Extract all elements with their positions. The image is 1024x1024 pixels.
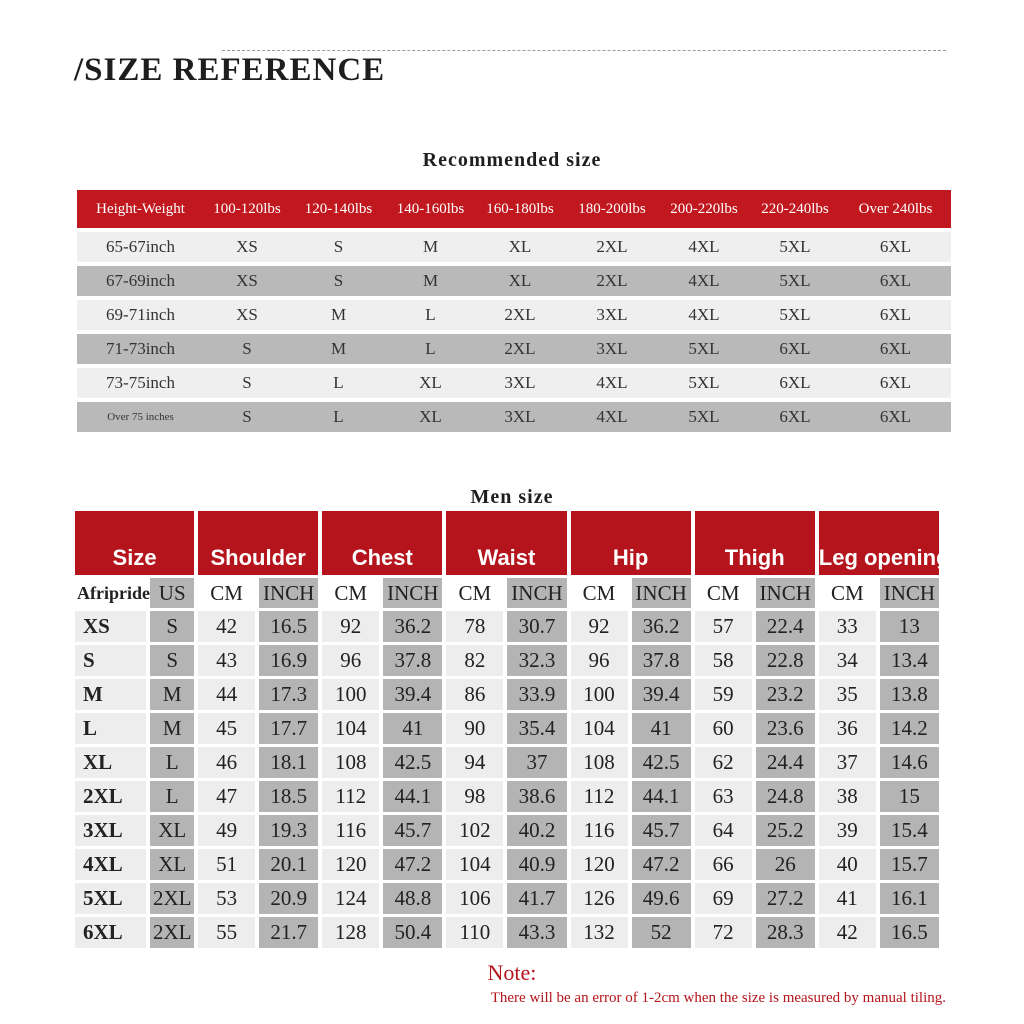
measurement-cell: 32.3 — [507, 645, 566, 676]
col-header: 160-180lbs — [474, 190, 566, 228]
group-header-leg-opening: Leg opening — [819, 511, 939, 575]
recommended-row — [77, 232, 951, 262]
size-cell: XL — [474, 266, 566, 296]
size-cell: L — [387, 334, 474, 364]
recommended-size-table — [77, 186, 951, 436]
measurement-cell: 42 — [819, 917, 876, 948]
size-cell: 2XL — [566, 232, 658, 262]
measurement-cell: 112 — [322, 781, 379, 812]
measurement-cell: 16.5 — [259, 611, 318, 642]
subheader-cell: INCH — [880, 578, 939, 608]
measurement-cell: 128 — [322, 917, 379, 948]
measurement-cell: 24.4 — [756, 747, 815, 778]
size-cell: XL — [387, 368, 474, 398]
size-cell: 6XL — [840, 266, 951, 296]
measurement-cell: 126 — [571, 883, 628, 914]
measurement-cell: 16.9 — [259, 645, 318, 676]
measurement-cell: 100 — [571, 679, 628, 710]
measurement-cell: 43.3 — [507, 917, 566, 948]
measurement-cell: 39 — [819, 815, 876, 846]
measurement-cell: 116 — [571, 815, 628, 846]
measurement-cell: 116 — [322, 815, 379, 846]
measurement-cell: 40 — [819, 849, 876, 880]
size-cell: 4XL — [566, 402, 658, 432]
measurement-cell: 17.7 — [259, 713, 318, 744]
measurement-cell: 30.7 — [507, 611, 566, 642]
col-header: Over 240lbs — [840, 190, 951, 228]
measurement-cell: 24.8 — [756, 781, 815, 812]
size-cell: 5XL — [658, 402, 750, 432]
subheader-cell: INCH — [632, 578, 691, 608]
measurement-cell: 23.2 — [756, 679, 815, 710]
measurement-cell: 92 — [571, 611, 628, 642]
measurement-cell: 124 — [322, 883, 379, 914]
recommended-row — [77, 334, 951, 364]
us-size-cell: M — [150, 679, 194, 710]
measurement-cell: 40.9 — [507, 849, 566, 880]
size-cell: 5XL — [750, 266, 840, 296]
men-size-row — [75, 781, 939, 812]
size-cell: 6XL — [750, 402, 840, 432]
size-cell: S — [204, 334, 290, 364]
size-cell: 3XL — [566, 334, 658, 364]
measurement-cell: 37.8 — [632, 645, 691, 676]
afripride-size-cell: 6XL — [75, 917, 146, 948]
measurement-cell: 90 — [446, 713, 503, 744]
measurement-cell: 41.7 — [507, 883, 566, 914]
size-cell: S — [290, 232, 387, 262]
subheader-cell: CM — [706, 580, 740, 605]
page-title: /SIZE REFERENCE — [74, 52, 386, 88]
col-header: 180-200lbs — [566, 190, 658, 228]
recommended-row — [77, 368, 951, 398]
height-range-cell: Over 75 inches — [77, 402, 204, 432]
afripride-size-cell: 3XL — [75, 815, 146, 846]
measurement-cell: 37 — [507, 747, 566, 778]
measurement-cell: 110 — [446, 917, 503, 948]
recommended-row — [77, 266, 951, 296]
measurement-cell: 47.2 — [632, 849, 691, 880]
measurement-cell: 20.1 — [259, 849, 318, 880]
measurement-cell: 39.4 — [632, 679, 691, 710]
measurement-cell: 43 — [198, 645, 255, 676]
measurement-cell: 59 — [695, 679, 752, 710]
men-group-header-row — [75, 511, 939, 575]
size-cell: XL — [387, 402, 474, 432]
group-header-thigh: Thigh — [695, 511, 815, 575]
measurement-cell: 36 — [819, 713, 876, 744]
measurement-cell: 26 — [756, 849, 815, 880]
size-cell: S — [204, 402, 290, 432]
measurement-cell: 16.1 — [880, 883, 939, 914]
men-size-row — [75, 679, 939, 710]
measurement-cell: 13.4 — [880, 645, 939, 676]
measurement-cell: 52 — [632, 917, 691, 948]
measurement-cell: 16.5 — [880, 917, 939, 948]
measurement-cell: 28.3 — [756, 917, 815, 948]
measurement-cell: 104 — [446, 849, 503, 880]
measurement-cell: 23.6 — [756, 713, 815, 744]
measurement-cell: 104 — [322, 713, 379, 744]
measurement-cell: 108 — [322, 747, 379, 778]
measurement-cell: 33 — [819, 611, 876, 642]
afripride-size-cell: XL — [75, 747, 146, 778]
us-size-cell: 2XL — [150, 883, 194, 914]
afripride-size-cell: 5XL — [75, 883, 146, 914]
measurement-cell: 15.4 — [880, 815, 939, 846]
measurement-cell: 60 — [695, 713, 752, 744]
size-cell: XS — [204, 266, 290, 296]
measurement-cell: 108 — [571, 747, 628, 778]
measurement-cell: 42 — [198, 611, 255, 642]
subheader-cell: Afripride — [77, 582, 150, 603]
measurement-cell: 41 — [383, 713, 442, 744]
size-cell: L — [387, 300, 474, 330]
size-cell: XS — [204, 232, 290, 262]
measurement-cell: 102 — [446, 815, 503, 846]
group-header-chest: Chest — [322, 511, 442, 575]
measurement-cell: 44 — [198, 679, 255, 710]
note-title: Note: — [487, 960, 537, 985]
measurement-cell: 72 — [695, 917, 752, 948]
height-range-cell: 69-71inch — [77, 300, 204, 330]
measurement-cell: 47.2 — [383, 849, 442, 880]
measurement-cell: 15.7 — [880, 849, 939, 880]
measurement-cell: 39.4 — [383, 679, 442, 710]
measurement-cell: 18.1 — [259, 747, 318, 778]
col-header: 100-120lbs — [204, 190, 290, 228]
size-cell: 5XL — [750, 232, 840, 262]
measurement-cell: 98 — [446, 781, 503, 812]
measurement-cell: 21.7 — [259, 917, 318, 948]
measurement-cell: 49.6 — [632, 883, 691, 914]
measurement-cell: 120 — [322, 849, 379, 880]
measurement-cell: 106 — [446, 883, 503, 914]
us-size-cell: XL — [150, 849, 194, 880]
measurement-cell: 62 — [695, 747, 752, 778]
size-cell: 5XL — [658, 334, 750, 364]
recommended-row — [77, 402, 951, 432]
size-cell: 4XL — [658, 232, 750, 262]
us-size-cell: S — [150, 645, 194, 676]
subheader-cell: INCH — [383, 578, 442, 608]
subheader-cell: INCH — [259, 578, 318, 608]
measurement-cell: 37 — [819, 747, 876, 778]
men-subheader-row — [75, 578, 939, 608]
us-size-cell: 2XL — [150, 917, 194, 948]
men-size-row — [75, 713, 939, 744]
us-size-cell: L — [150, 747, 194, 778]
size-cell: M — [290, 334, 387, 364]
measurement-cell: 17.3 — [259, 679, 318, 710]
height-range-cell: 65-67inch — [77, 232, 204, 262]
men-size-row — [75, 883, 939, 914]
measurement-cell: 92 — [322, 611, 379, 642]
men-size-row — [75, 815, 939, 846]
men-size-row — [75, 917, 939, 948]
measurement-cell: 41 — [632, 713, 691, 744]
measurement-cell: 18.5 — [259, 781, 318, 812]
measurement-cell: 20.9 — [259, 883, 318, 914]
recommended-header-row — [77, 190, 951, 228]
size-cell: 6XL — [840, 300, 951, 330]
measurement-cell: 42.5 — [632, 747, 691, 778]
measurement-cell: 45 — [198, 713, 255, 744]
measurement-cell: 37.8 — [383, 645, 442, 676]
men-size-row — [75, 849, 939, 880]
men-size-heading: Men size — [470, 486, 554, 508]
recommended-row — [77, 300, 951, 330]
measurement-cell: 22.8 — [756, 645, 815, 676]
measurement-cell: 132 — [571, 917, 628, 948]
measurement-cell: 44.1 — [632, 781, 691, 812]
size-cell: M — [290, 300, 387, 330]
men-size-row — [75, 611, 939, 642]
subheader-cell: CM — [582, 580, 616, 605]
measurement-cell: 45.7 — [632, 815, 691, 846]
measurement-cell: 19.3 — [259, 815, 318, 846]
measurement-cell: 38 — [819, 781, 876, 812]
measurement-cell: 94 — [446, 747, 503, 778]
measurement-cell: 15 — [880, 781, 939, 812]
measurement-cell: 34 — [819, 645, 876, 676]
men-size-row — [75, 645, 939, 676]
height-range-cell: 71-73inch — [77, 334, 204, 364]
size-cell: 5XL — [658, 368, 750, 398]
measurement-cell: 40.2 — [507, 815, 566, 846]
subheader-cell: CM — [210, 580, 243, 605]
size-cell: S — [204, 368, 290, 398]
measurement-cell: 57 — [695, 611, 752, 642]
group-header-shoulder: Shoulder — [198, 511, 318, 575]
measurement-cell: 50.4 — [383, 917, 442, 948]
size-cell: 6XL — [840, 402, 951, 432]
measurement-cell: 38.6 — [507, 781, 566, 812]
size-cell: S — [290, 266, 387, 296]
measurement-cell: 49 — [198, 815, 255, 846]
col-header: 220-240lbs — [750, 190, 840, 228]
group-header-size: Size — [75, 511, 194, 575]
measurement-cell: 96 — [322, 645, 379, 676]
size-cell: 5XL — [750, 300, 840, 330]
measurement-cell: 33.9 — [507, 679, 566, 710]
measurement-cell: 66 — [695, 849, 752, 880]
measurement-cell: 36.2 — [632, 611, 691, 642]
measurement-cell: 82 — [446, 645, 503, 676]
measurement-cell: 96 — [571, 645, 628, 676]
header-divider — [222, 50, 946, 51]
subheader-cell: CM — [830, 580, 864, 605]
height-range-cell: 73-75inch — [77, 368, 204, 398]
afripride-size-cell: 4XL — [75, 849, 146, 880]
recommended-heading: Recommended size — [422, 149, 602, 171]
measurement-cell: 86 — [446, 679, 503, 710]
measurement-cell: 41 — [819, 883, 876, 914]
group-header-waist: Waist — [446, 511, 566, 575]
afripride-size-cell: L — [75, 713, 146, 744]
measurement-cell: 22.4 — [756, 611, 815, 642]
size-cell: XS — [204, 300, 290, 330]
col-header: 200-220lbs — [658, 190, 750, 228]
size-cell: 2XL — [474, 334, 566, 364]
afripride-size-cell: S — [75, 645, 146, 676]
measurement-cell: 104 — [571, 713, 628, 744]
afripride-size-cell: XS — [75, 611, 146, 642]
height-range-cell: 67-69inch — [77, 266, 204, 296]
size-cell: 4XL — [566, 368, 658, 398]
size-cell: 2XL — [566, 266, 658, 296]
measurement-cell: 53 — [198, 883, 255, 914]
subheader-cell: CM — [458, 580, 492, 605]
col-header: 140-160lbs — [387, 190, 474, 228]
measurement-cell: 36.2 — [383, 611, 442, 642]
measurement-cell: 42.5 — [383, 747, 442, 778]
men-size-table — [71, 508, 950, 951]
measurement-cell: 35 — [819, 679, 876, 710]
measurement-cell: 78 — [446, 611, 503, 642]
measurement-cell: 51 — [198, 849, 255, 880]
size-cell: 3XL — [474, 402, 566, 432]
size-cell: 6XL — [840, 368, 951, 398]
subheader-cell: US — [150, 578, 194, 608]
size-cell: L — [290, 402, 387, 432]
afripride-size-cell: 2XL — [75, 781, 146, 812]
size-cell: M — [387, 266, 474, 296]
us-size-cell: S — [150, 611, 194, 642]
size-cell: 6XL — [750, 334, 840, 364]
measurement-cell: 46 — [198, 747, 255, 778]
size-cell: 6XL — [750, 368, 840, 398]
measurement-cell: 48.8 — [383, 883, 442, 914]
size-cell: XL — [474, 232, 566, 262]
measurement-cell: 14.2 — [880, 713, 939, 744]
men-size-row — [75, 747, 939, 778]
measurement-cell: 112 — [571, 781, 628, 812]
size-cell: 4XL — [658, 266, 750, 296]
size-cell: M — [387, 232, 474, 262]
measurement-cell: 35.4 — [507, 713, 566, 744]
measurement-cell: 13 — [880, 611, 939, 642]
us-size-cell: XL — [150, 815, 194, 846]
col-header: 120-140lbs — [290, 190, 387, 228]
size-cell: 3XL — [566, 300, 658, 330]
measurement-cell: 44.1 — [383, 781, 442, 812]
measurement-cell: 58 — [695, 645, 752, 676]
size-cell: 3XL — [474, 368, 566, 398]
afripride-size-cell: M — [75, 679, 146, 710]
size-cell: 2XL — [474, 300, 566, 330]
measurement-cell: 45.7 — [383, 815, 442, 846]
size-cell: 6XL — [840, 334, 951, 364]
col-header: Height-Weight — [77, 190, 204, 228]
measurement-cell: 100 — [322, 679, 379, 710]
measurement-cell: 120 — [571, 849, 628, 880]
measurement-cell: 64 — [695, 815, 752, 846]
measurement-cell: 14.6 — [880, 747, 939, 778]
measurement-cell: 63 — [695, 781, 752, 812]
measurement-cell: 69 — [695, 883, 752, 914]
subheader-cell: INCH — [756, 578, 815, 608]
us-size-cell: M — [150, 713, 194, 744]
size-cell: 4XL — [658, 300, 750, 330]
size-cell: L — [290, 368, 387, 398]
measurement-cell: 13.8 — [880, 679, 939, 710]
subheader-cell: CM — [334, 580, 368, 605]
measurement-cell: 25.2 — [756, 815, 815, 846]
note-text: There will be an error of 1-2cm when the size is measured by manual tiling. — [490, 990, 946, 1006]
measurement-cell: 47 — [198, 781, 255, 812]
size-cell: 6XL — [840, 232, 951, 262]
measurement-cell: 27.2 — [756, 883, 815, 914]
us-size-cell: L — [150, 781, 194, 812]
subheader-cell: INCH — [507, 578, 566, 608]
group-header-hip: Hip — [571, 511, 691, 575]
measurement-cell: 55 — [198, 917, 255, 948]
